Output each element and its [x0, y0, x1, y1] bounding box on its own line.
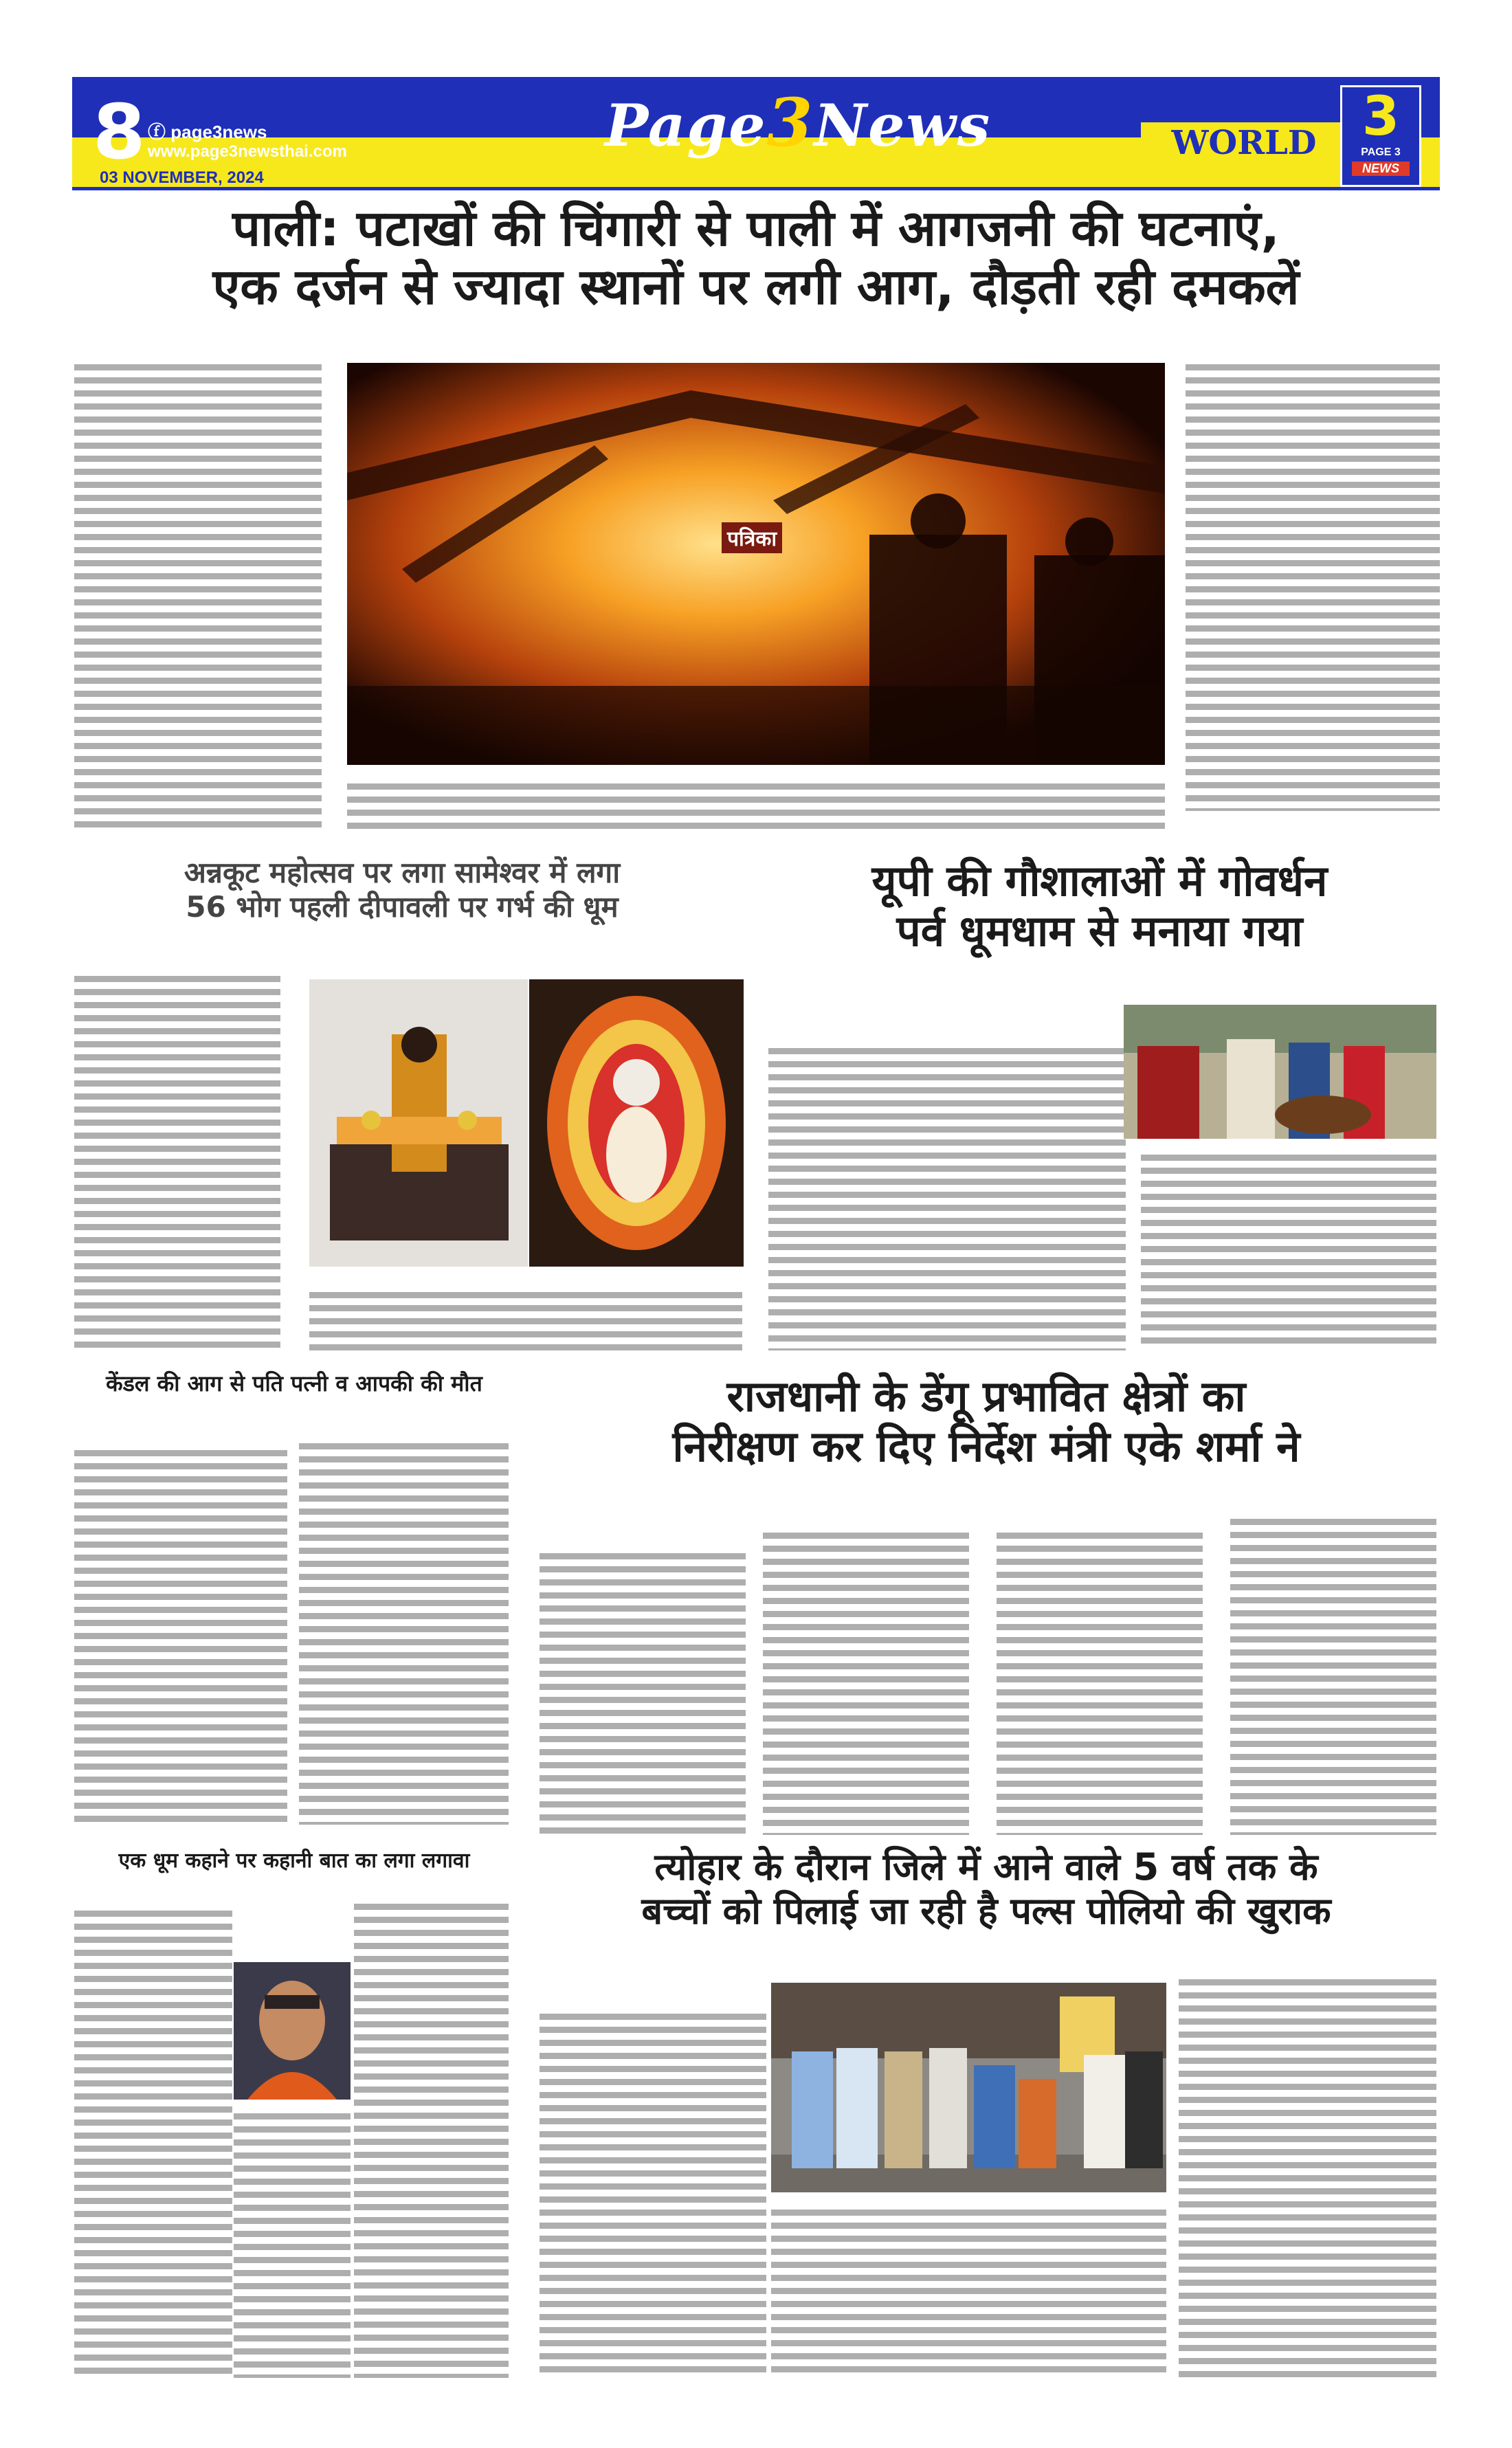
bottom-left-text-column-1: [74, 1911, 232, 2378]
bottom-left-headline[interactable]: एक धूम कहाने पर कहानी बात का लगा लगावा: [118, 1849, 470, 1873]
dengue-text-column-1: [540, 1553, 746, 1835]
polio-text-under-photo: [771, 2210, 1166, 2378]
gaushala-photo-illustration: [1124, 1005, 1436, 1139]
dengue-text-column-2: [763, 1533, 969, 1835]
dengue-headline-line2: निरीक्षण कर दिए निर्देश मंत्री एके शर्मा ने: [672, 1421, 1300, 1472]
annakut-photo-idol[interactable]: [309, 979, 528, 1267]
badge-text: PAGE 3: [1361, 146, 1401, 158]
badge-news: NEWS: [1352, 162, 1410, 176]
fire-photo-illustration: [347, 363, 1165, 765]
portrait-illustration: [234, 1962, 351, 2100]
bottom-left-text-column-2: [234, 2113, 351, 2378]
idol-photo-illustration: [309, 979, 528, 1267]
facebook-icon: ⓕ: [148, 122, 171, 142]
section-label: WORLD: [1141, 122, 1347, 164]
gaushala-text-column-right: [1141, 1155, 1436, 1350]
photo-watermark: पत्रिका: [722, 522, 782, 553]
flowers-photo-illustration: [529, 979, 744, 1267]
fire-photo[interactable]: [347, 363, 1165, 765]
dengue-headline-line1: राजधानी के डेंगू प्रभावित क्षेत्रों का: [726, 1371, 1246, 1421]
annakut-headline[interactable]: [72, 856, 732, 924]
annakut-headline-line1: अन्नकूट महोत्सव पर लगा सामेश्वर में लगा: [184, 856, 621, 889]
lead-text-column-left: [74, 364, 322, 832]
website-link[interactable]: www.page3newsthai.com: [148, 142, 347, 161]
candle-fire-headline[interactable]: केंडल की आग से पति पत्नी व आपकी की मौत: [106, 1370, 482, 1397]
gaushala-headline-line2: पर्व धूमधाम से मनाया गया: [896, 906, 1303, 957]
annakut-text-column-left: [74, 976, 280, 1350]
newspaper-logo: Page3News: [605, 84, 992, 162]
lead-headline[interactable]: [72, 199, 1440, 316]
candle-text-column-1: [74, 1450, 287, 1825]
polio-text-column-1: [540, 2014, 766, 2378]
page-number: 8: [93, 88, 146, 176]
annakut-headline-line2: 56 भोग पहली दीपावली पर गर्भ की धूम: [186, 889, 619, 924]
polio-headline-line2: बच्चों को पिलाई जा रही है पल्स पोलियो की खुराक: [641, 1889, 1331, 1933]
polio-photo[interactable]: [771, 1983, 1166, 2192]
badge-number: 3: [1361, 86, 1400, 148]
lead-headline-line2: एक दर्जन से ज्यादा स्थानों पर लगी आग, दौड़ती रही दमकलें: [212, 257, 1300, 315]
lead-text-under-photo: [347, 783, 1165, 835]
lead-text-column-right: [1186, 364, 1440, 811]
bottom-left-text-column-3: [354, 1904, 509, 2378]
dengue-text-column-4: [1230, 1519, 1436, 1835]
dengue-text-column-3: [997, 1533, 1203, 1835]
polio-text-column-right: [1179, 1979, 1436, 2378]
page3-badge: [1340, 85, 1421, 187]
gaushala-headline-line1: यूपी की गौशालाओं में गोवर्धन: [871, 856, 1328, 906]
gaushala-photo[interactable]: [1124, 1005, 1436, 1139]
lead-headline-line1: पाली: पटाखों की चिंगारी से पाली में आगजनी की घटनाएं,: [232, 199, 1280, 257]
polio-headline-line1: त्योहार के दौरान जिले में आने वाले 5 वर्ष तक के: [654, 1845, 1318, 1889]
annakut-text-under-photo: [309, 1292, 742, 1350]
polio-headline[interactable]: [536, 1845, 1436, 1933]
candle-text-column-2: [299, 1443, 509, 1825]
polio-photo-illustration: [771, 1983, 1166, 2192]
annakut-photo-flowers[interactable]: [529, 979, 744, 1267]
social-handle[interactable]: ⓕ page3news: [148, 122, 267, 142]
portrait-photo[interactable]: [234, 1962, 351, 2100]
gaushala-text-column-left: [768, 1048, 1126, 1350]
gaushala-headline[interactable]: [763, 856, 1436, 956]
dengue-headline[interactable]: [536, 1371, 1436, 1471]
dateline: 03 NOVEMBER, 2024: [100, 168, 264, 187]
